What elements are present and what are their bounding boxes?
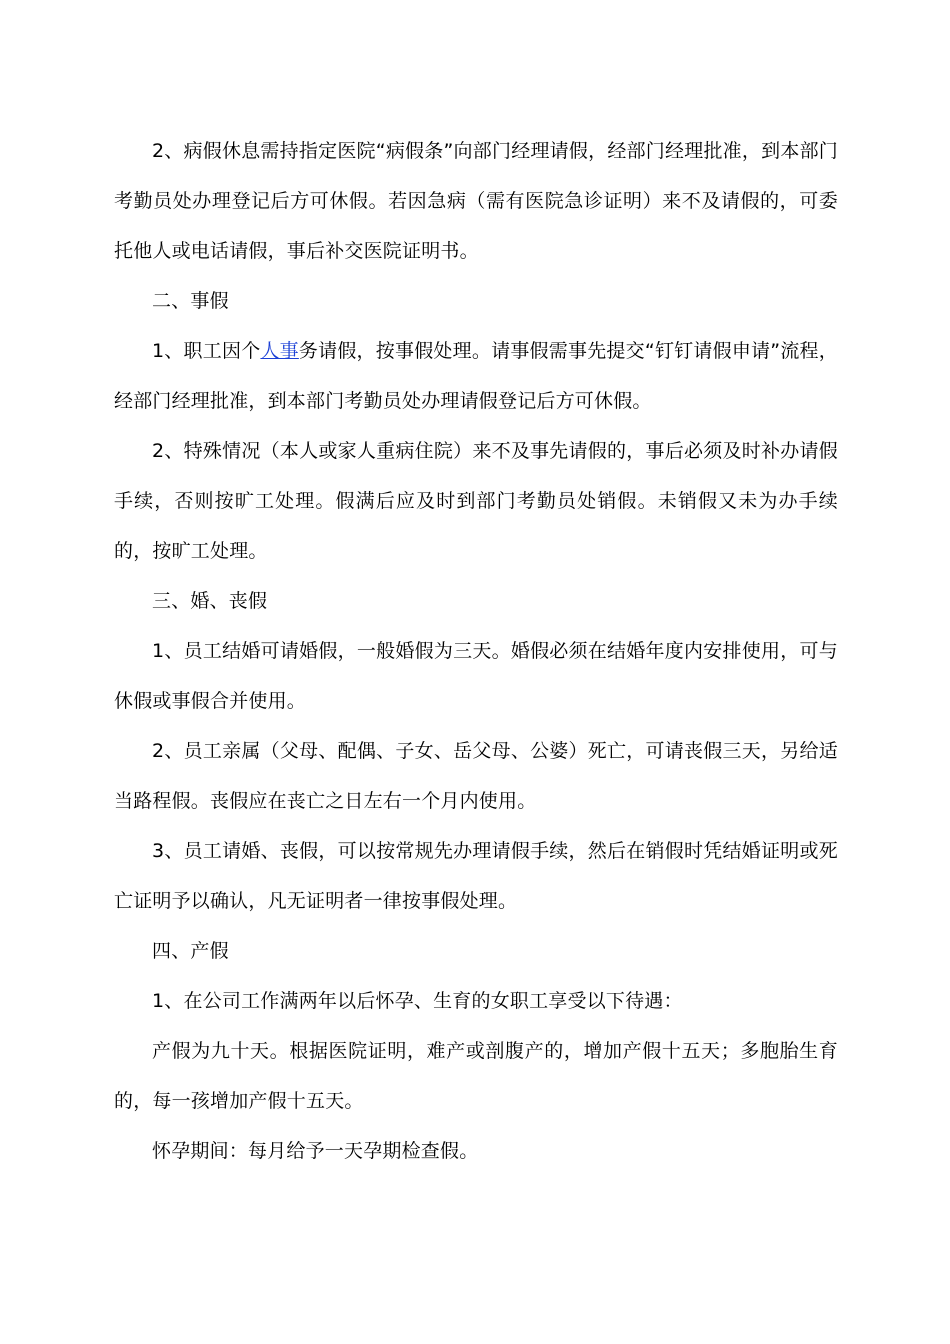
paragraph-maternity-leave-1: 1、在公司工作满两年以后怀孕、生育的女职工享受以下待遇： — [152, 990, 683, 1012]
paragraph-funeral-leave-2: 2、员工亲属（父母、配偶、子女、岳父母、公婆）死亡，可请丧假三天，另给适当路程假。丧假应在丧亡之日左右一个月内使用。 — [114, 740, 838, 812]
paragraph-pregnancy-checkup: 怀孕期间：每月给予一天孕期检查假。 — [152, 1140, 479, 1162]
paragraph-text-after-link: 务请假，按事假处理。请事假需事先提交“钉钉请假申请”流程，经部门经理批准，到本部门考勤员处办理请假登记后方可休假。 — [114, 340, 838, 412]
paragraph-marriage-leave-1: 1、员工结婚可请婚假，一般婚假为三天。婚假必须在结婚年度内安排使用，可与休假或事假合并使用。 — [114, 640, 838, 712]
document-body — [114, 126, 838, 1176]
personnel-link[interactable]: 人事 — [260, 340, 299, 362]
paragraph-maternity-days: 产假为九十天。根据医院证明，难产或剖腹产的，增加产假十五天；多胞胎生育的，每一孩增加产假十五天。 — [114, 1040, 838, 1112]
paragraph-sick-leave-2: 2、病假休息需持指定医院“病假条”向部门经理请假，经部门经理批准，到本部门考勤员处办理登记后方可休假。若因急病（需有医院急诊证明）来不及请假的，可委托他人或电话请假，事后补交医院证明书。 — [114, 140, 838, 262]
heading-marriage-funeral-leave: 三、婚、丧假 — [152, 590, 268, 612]
paragraph-marriage-funeral-leave-3: 3、员工请婚、丧假，可以按常规先办理请假手续，然后在销假时凭结婚证明或死亡证明予以确认，凡无证明者一律按事假处理。 — [114, 840, 838, 912]
heading-maternity-leave: 四、产假 — [152, 940, 229, 962]
heading-personal-leave: 二、事假 — [152, 290, 229, 312]
paragraph-personal-leave-2: 2、特殊情况（本人或家人重病住院）来不及事先请假的，事后必须及时补办请假手续，否则按旷工处理。假满后应及时到部门考勤员处销假。未销假又未为办手续的，按旷工处理。 — [114, 440, 838, 562]
paragraph-personal-leave-1 — [114, 326, 838, 426]
paragraph-text-before-link: 1、职工因个 — [152, 340, 261, 362]
